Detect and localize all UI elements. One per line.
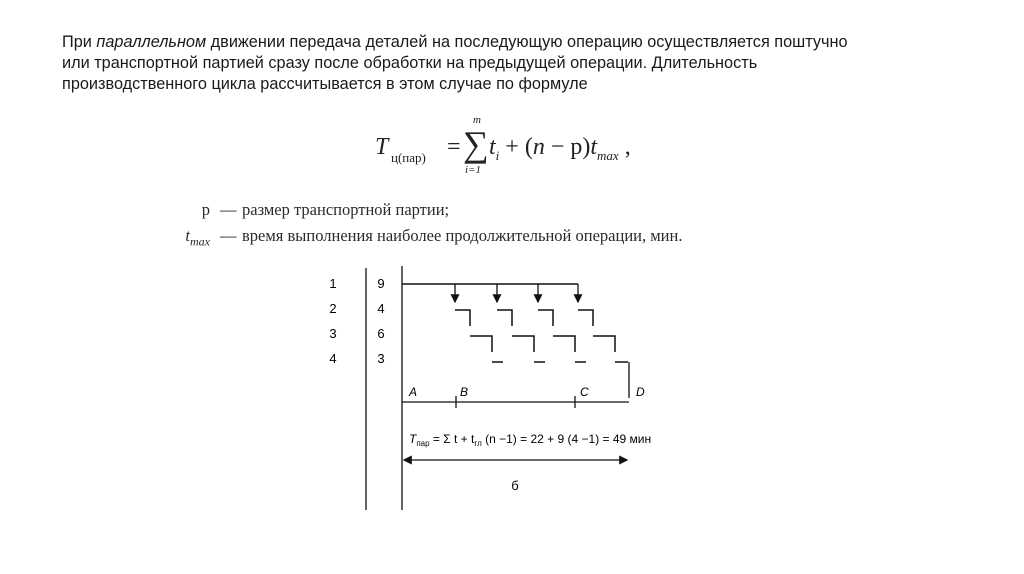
definition-text: размер транспортной партии; [242,200,450,219]
transfer-arrows [455,284,578,302]
duration-label: 3 [377,351,385,366]
formula-tmax: t [590,134,598,160]
point-label-a: A [409,385,418,399]
intro-line-3: производственного цикла рассчитывается в этом случае по формуле [62,75,588,93]
point-label-d: D [636,385,645,399]
duration-label: 6 [377,326,385,341]
intro-line-2: или транспортной партией сразу после обработки на предыдущей операции. Длительность [62,54,758,72]
operation-label: 4 [329,351,337,366]
intro-emphasis: параллельном [96,33,207,51]
cycle-formula-sub: пар [416,439,430,448]
definition-symbol-sub: max [190,234,210,249]
formula-sum-upper: m [473,114,481,126]
formula-sigma: ∑ [463,124,489,164]
operation-label: 3 [329,326,337,341]
formula-equals: = [447,134,461,160]
cycle-formula-end: (n −1) = 22 + 9 (4 −1) = 49 мин [481,432,652,446]
point-label-b: B [460,385,469,399]
formula-T: T [375,134,389,160]
intro-text-start: При [62,33,97,51]
definition-text: время выполнения наиболее продолжительной операции, мин. [242,226,683,245]
definition-dash: — [220,226,237,245]
operation-label: 1 [329,276,337,291]
operation-2-segments [455,310,593,326]
cycle-time-formula [409,432,651,448]
formula-sum-lower: i=1 [465,164,481,176]
intro-text-rest: движении передача деталей на последующую операцию осуществляется поштучно [206,33,848,51]
formula-n: n [532,134,545,160]
cycle-formula-T: T [409,432,417,446]
operation-3-segments [470,336,615,352]
formula-T-subscript: ц(пар) [391,150,426,165]
definition-symbol: p [201,200,210,219]
duration-label: 4 [377,301,385,316]
bottom-label: б [511,478,519,493]
formula-max-sub: max [597,147,619,163]
formula-i: i [495,147,500,163]
cycle-formula-body: = Σ t + t [429,432,475,446]
formula-comma: , [618,134,631,160]
formula-minus-p: − p) [544,134,591,160]
formula-t: t [489,134,496,160]
point-label-c: C [580,385,589,399]
formula-plus: + ( [499,134,533,160]
definition-symbol-t: t [185,226,190,245]
definition-dash: — [220,200,237,219]
cycle-formula-sub2: гл [474,439,482,448]
operation-label: 2 [329,301,337,316]
duration-label: 9 [377,276,385,291]
